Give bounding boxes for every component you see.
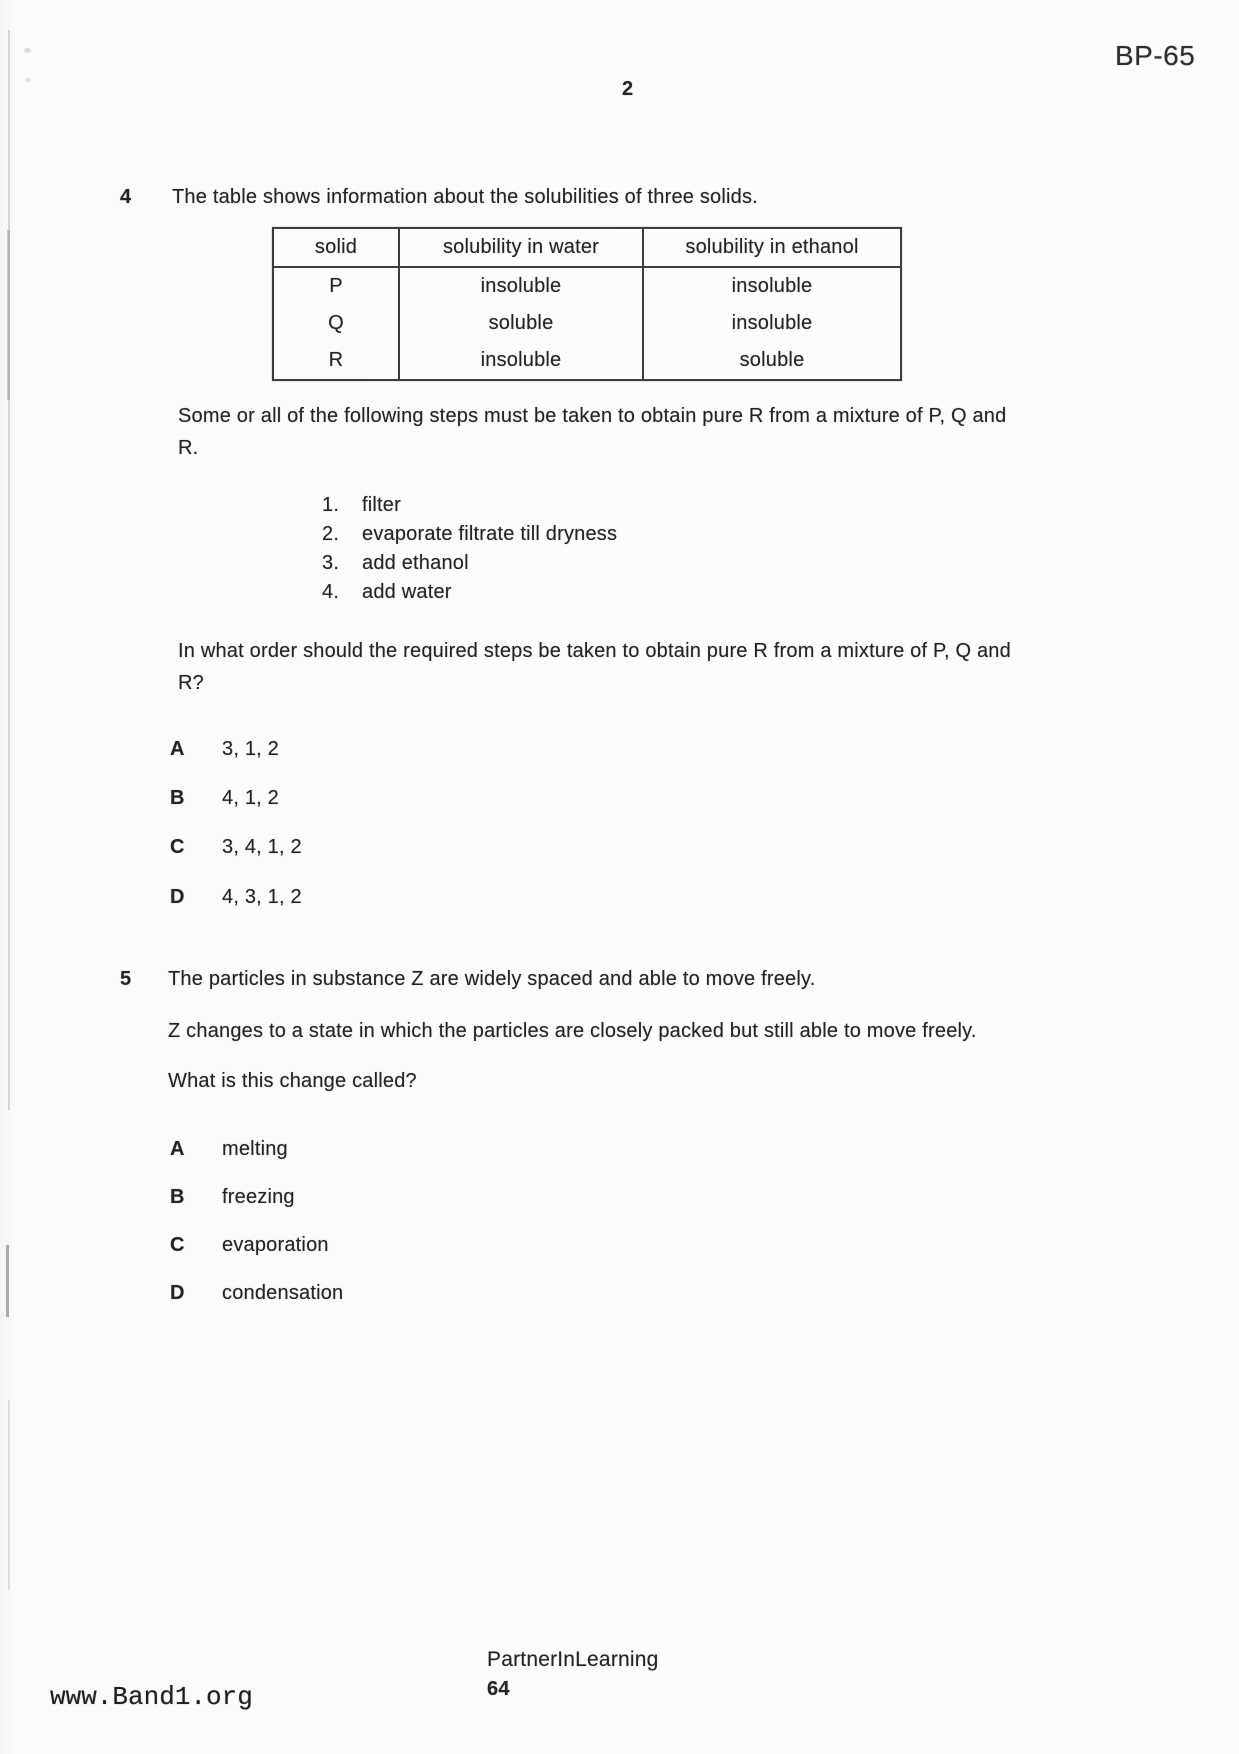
table-cell-water-Q: soluble	[400, 305, 644, 342]
scan-edge-line	[6, 1245, 9, 1317]
step-number: 1.	[322, 494, 340, 516]
page-number: 2	[622, 78, 634, 100]
option-text: 4, 3, 1, 2	[222, 886, 302, 908]
table-cell-ethanol-P: insoluble	[731, 275, 813, 297]
step-text: filter	[362, 494, 401, 516]
scan-edge-line	[8, 30, 10, 1110]
option-letter: B	[170, 1186, 185, 1208]
option-text: melting	[222, 1138, 288, 1160]
q5-question: What is this change called?	[168, 1070, 417, 1092]
scan-speck	[24, 48, 31, 53]
option-text: 4, 1, 2	[222, 787, 279, 809]
option-text: 3, 1, 2	[222, 738, 279, 760]
q4-number: 4	[120, 186, 132, 208]
scan-edge-line	[8, 1400, 10, 1590]
q5-number: 5	[120, 968, 132, 990]
table-cell-solid-Q: Q	[274, 305, 400, 342]
option-text: freezing	[222, 1186, 295, 1208]
site-watermark: www.Band1.org	[50, 1682, 253, 1712]
doc-code: BP-65	[1115, 40, 1196, 71]
q4-intro: The table shows information about the solubilities of three solids.	[172, 186, 758, 208]
option-letter: D	[170, 886, 185, 908]
option-text: 3, 4, 1, 2	[222, 836, 302, 858]
option-letter: C	[170, 836, 185, 858]
option-letter: A	[170, 1138, 185, 1160]
table-header-solid: solid	[274, 229, 400, 268]
table-cell-ethanol-Q: insoluble	[731, 312, 813, 334]
q4-steps-intro-line2: R.	[178, 437, 199, 459]
step-number: 4.	[322, 581, 340, 603]
q4-steps-intro-line1: Some or all of the following steps must be taken to obtain pure R from a mixture of P, Q and	[178, 405, 1007, 427]
table-cell-ethanol-R: soluble	[739, 349, 805, 371]
step-number: 3.	[322, 552, 340, 574]
option-letter: D	[170, 1282, 185, 1304]
table-cell-solid-P: P	[274, 268, 400, 305]
option-letter: B	[170, 787, 185, 809]
option-text: evaporation	[222, 1234, 329, 1256]
scan-edge-line	[7, 230, 10, 400]
footer-page-number: 64	[487, 1678, 510, 1700]
step-number: 2.	[322, 523, 340, 545]
q4-question-line2: R?	[178, 672, 204, 694]
scan-speck	[25, 78, 31, 82]
option-letter: A	[170, 738, 185, 760]
step-text: add water	[362, 581, 452, 603]
step-text: evaporate filtrate till dryness	[362, 523, 618, 545]
q5-statement1: The particles in substance Z are widely spaced and able to move freely.	[168, 968, 816, 990]
table-header-ethanol: solubility in ethanol	[644, 229, 900, 268]
q4-question-line1: In what order should the required steps be taken to obtain pure R from a mixture of P, Q and	[178, 640, 1011, 662]
table-cell-water-R: insoluble	[400, 342, 644, 379]
table-cell-solid-R: R	[274, 342, 400, 379]
step-text: add ethanol	[362, 552, 469, 574]
footer-brand: PartnerInLearning	[487, 1648, 659, 1671]
option-letter: C	[170, 1234, 185, 1256]
q5-statement2: Z changes to a state in which the particles are closely packed but still able to move freely.	[168, 1020, 977, 1042]
option-text: condensation	[222, 1282, 344, 1304]
table-header-water: solubility in water	[400, 229, 644, 268]
table-cell-water-P: insoluble	[400, 268, 644, 305]
solubility-table	[272, 227, 902, 381]
